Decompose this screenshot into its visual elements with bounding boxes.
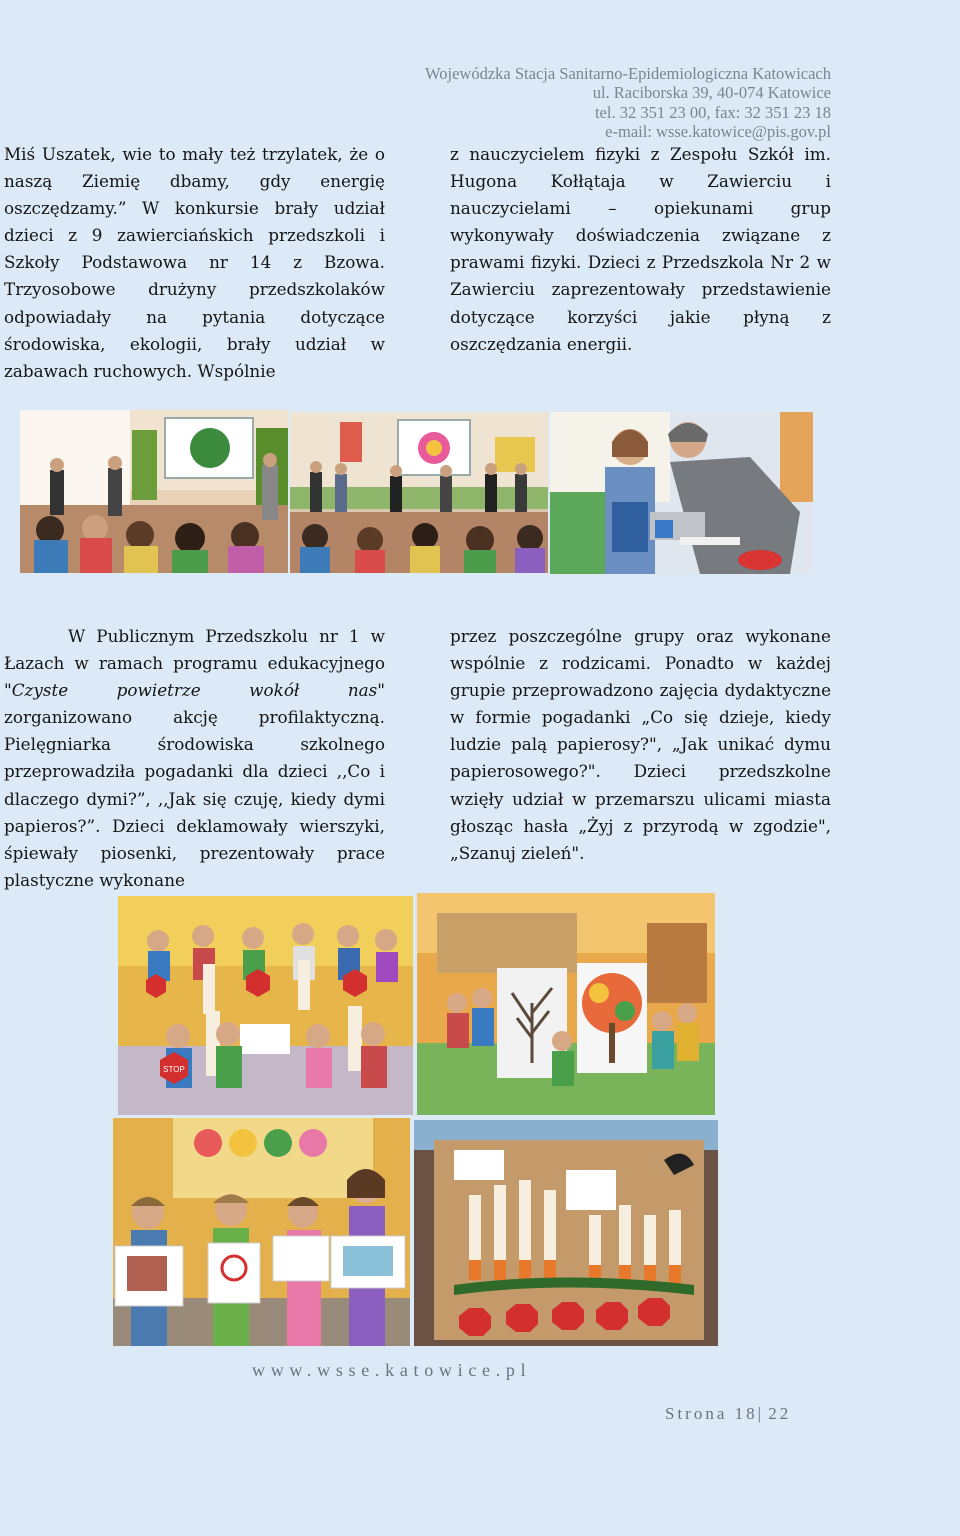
article2-right-text: przez poszczególne grupy oraz wykonane wspólnie z rodzicami. Ponadto w każdej grupie przeprowadzono zajęcia dydaktyczne w formie pogadanki „Co się dzieje, kiedy ludzie palą papierosy?", „Jak unikać dymu papierosowego?". Dzieci przedszkolne wzięły udział w przemarszu ulicami miasta głosząc hasła „Żyj z przyrodą w zgodzie", „Szanuj zieleń".	[450, 626, 831, 863]
article2-right-column	[450, 623, 831, 867]
photo-presentation-audience-1	[20, 410, 288, 573]
article1-right-text: z nauczycielem fizyki z Zespołu Szkół im. Hugona Kołłątaja w Zawierciu i nauczycielami – opiekunami grup wykonywały doświadczenia związane z prawami fizyki. Dzieci z Przedszkola Nr 2 w Zawierciu zaprezentowały przedstawienie dotyczące korzyści jakie płyną z oszczędzania energii.	[450, 144, 831, 354]
photo-children-holding-drawings	[113, 1118, 410, 1346]
page-current: 18	[734, 1404, 758, 1423]
header-address: ul. Raciborska 39, 40-074 Katowice	[592, 83, 831, 103]
article2-left-part2: " zorganizowano akcję profilaktyczną. Pielęgniarka środowiska szkolnego przeprowadziła pogadanki dla dzieci ,,Co i dlaczego dymi?”, ,,Jak się czuję, kiedy dymi papieros?”. Dzieci deklamowały wierszyki, śpiewały piosenki, prezentowały prace plastyczne wykonane	[4, 680, 385, 890]
article1-right-column	[450, 141, 831, 358]
header-email: e-mail: wsse.katowice@pis.gov.pl	[605, 121, 831, 141]
page-total: 22	[768, 1404, 792, 1423]
article2-left-column	[4, 623, 385, 894]
footer-website: www.wsse.katowice.pl	[252, 1360, 532, 1380]
photo-children-tree-posters	[417, 893, 715, 1115]
article2-left-text	[4, 623, 385, 894]
header-org: Wojewódzka Stacja Sanitarno-Epidemiologiczna Katowicach	[425, 64, 831, 83]
photo-physics-experiment	[550, 412, 813, 574]
stop-sign-label: STOP	[163, 1065, 185, 1074]
header-contact	[425, 64, 831, 141]
article2-left-part1: W Publicznym Przedszkolu nr 1 w Łazach w ramach programu edukacyjnego "	[4, 626, 385, 701]
header-phone: tel. 32 351 23 00, fax: 32 351 23 18	[594, 102, 831, 122]
page-label: Strona	[665, 1404, 728, 1423]
photo-children-stop-signs	[118, 896, 413, 1115]
photo-cigarette-artwork-board	[414, 1120, 718, 1346]
program-name: Czyste powietrze wokół nas	[11, 680, 378, 701]
article1-left-text: Miś Uszatek, wie to mały też trzylatek, że o naszą Ziemię dbamy, gdy energię oszczędzamy.” W konkursie brały udział dzieci z 9 zawierciańskich przedszkoli i Szkoły Podstawowa nr 14 z Bzowa. Trzyosobowe drużyny przedszkolaków odpowiadały na pytania dotyczące środowiska, ekologii, brały udział w zabawach ruchowych. Wspólnie	[4, 144, 385, 381]
page-number: Strona 18| 22	[665, 1404, 792, 1423]
article1-left-column	[4, 141, 385, 385]
photo-presentation-audience-2	[290, 412, 548, 573]
